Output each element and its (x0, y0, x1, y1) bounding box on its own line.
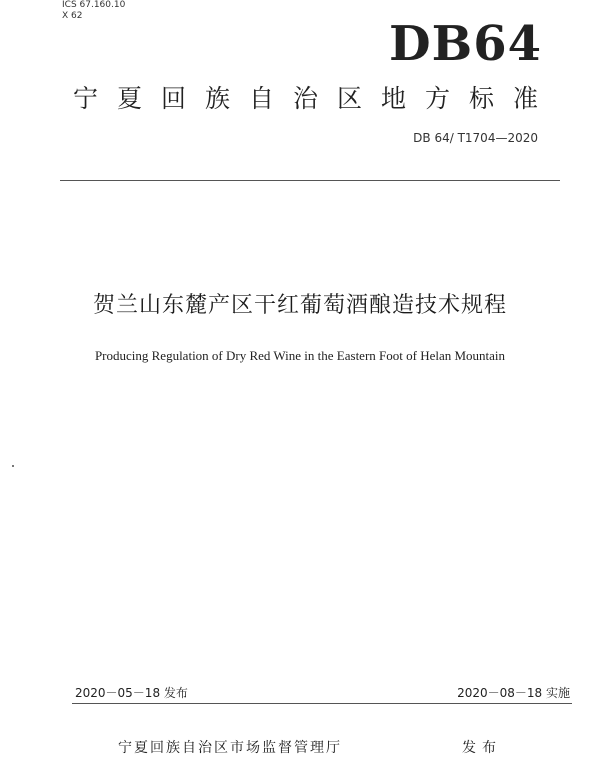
issue-date: 2020－05－18 发布 (75, 686, 188, 700)
ics-code: ICS 67.160.10 (62, 0, 126, 10)
standard-number: DB 64/ T1704—2020 (413, 131, 538, 145)
standard-logo: DB64 (389, 16, 542, 72)
ccs-code: X 62 (62, 11, 83, 21)
document-title-chinese: 贺兰山东麓产区干红葡萄酒酿造技术规程 (92, 293, 507, 318)
top-divider (60, 180, 560, 181)
bottom-divider (72, 703, 572, 704)
issuing-authority: 宁夏回族自治区市场监督管理厅 (118, 740, 342, 756)
issue-label: 发布 (462, 740, 502, 756)
classification-codes (62, 0, 125, 22)
implementation-date: 2020－08－18 实施 (457, 686, 570, 700)
standard-type-heading: 宁夏回族自治区地方标准 (73, 84, 558, 113)
document-title-english: Producing Regulation of Dry Red Wine in the Eastern Foot of Helan Mountain (94, 348, 506, 363)
scan-speck (12, 465, 14, 467)
